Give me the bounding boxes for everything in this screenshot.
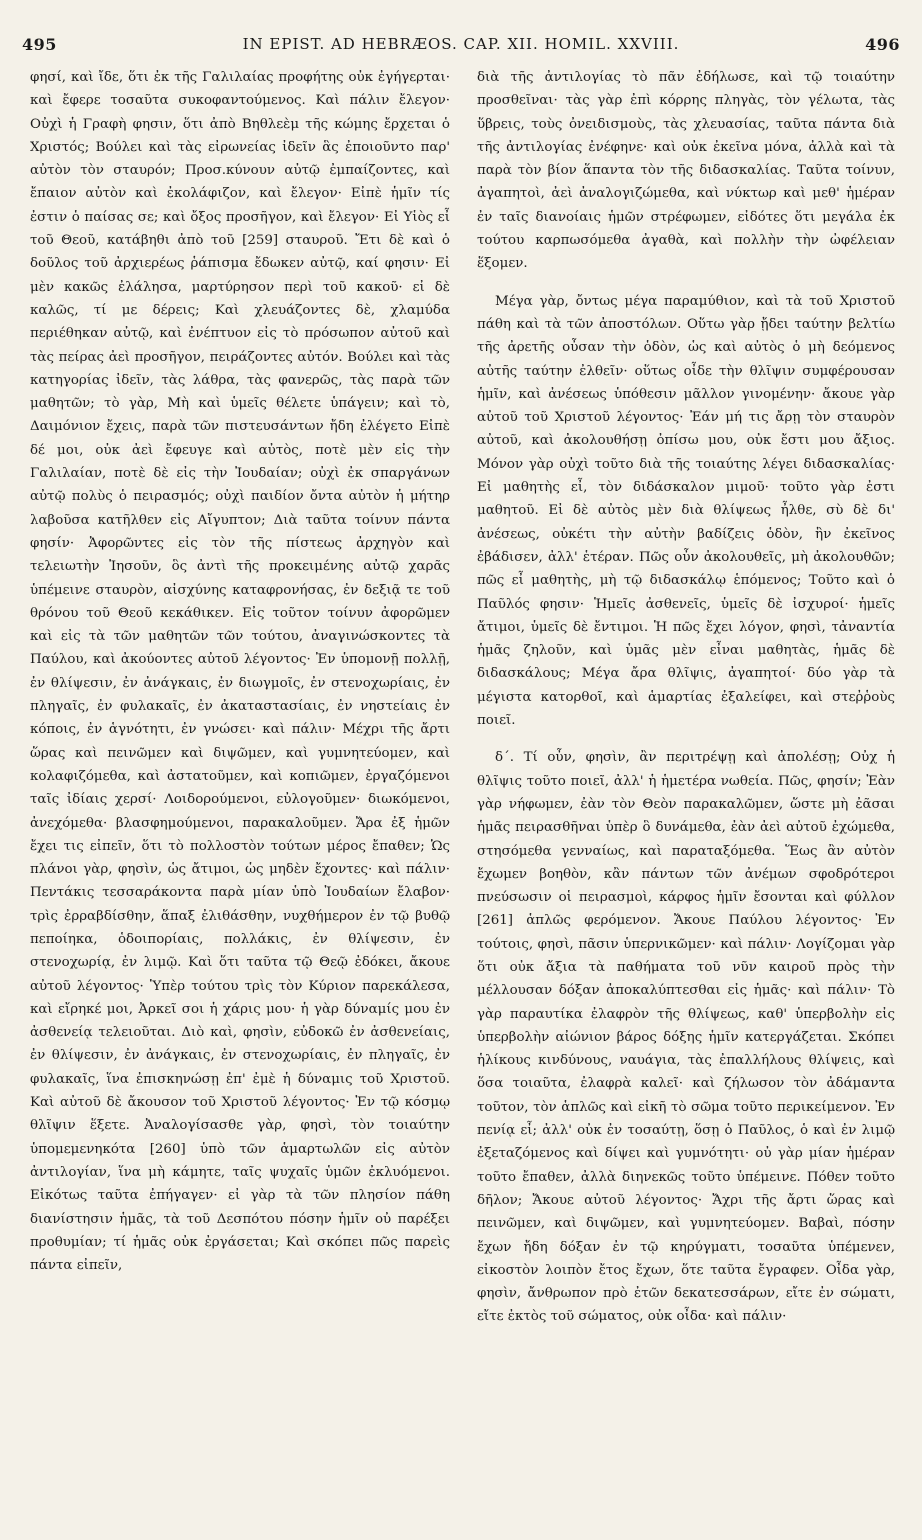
page-number-right: 496 [865,34,900,54]
right-column [477,66,895,1329]
right-paragraph-1: διὰ τῆς ἀντιλογίας τὸ πᾶν ἐδήλωσε, καὶ τῷ τοιαύτην προσθεῖναι· τὰς γὰρ ἐπὶ κόρρης πληγὰς, τὸν γέλωτα, τὰς ὕβρεις, τοὺς ὀνειδισμοὺς, τὰς χλευασίας, ταῦτα πάντα διὰ τῆς ἀντιλογίας ἐνέφηνε· καὶ οὐκ ἐκεῖνα μόνα, ἀλλὰ καὶ τὰ παρὰ τὸν βίον ἅπαντα τὸν τῆς διδασκαλίας. Ταῦτα τοίνυν, ἀγαπητοὶ, ἀεὶ ἀναλογιζώμεθα, καὶ νύκτωρ καὶ μεθ' ἡμέραν ἐν ταῖς διανοίαις ἡμῶν στρέφωμεν, εἰδότες ὅτι μεγάλα ἐκ τούτου καρπωσόμεθα ἀγαθὰ, καὶ πολλὴν τὴν ὠφέλειαν ἕξομεν. [477,70,895,272]
running-header [22,32,900,56]
left-paragraph-1: φησί, καὶ ἴδε, ὅτι ἐκ τῆς Γαλιλαίας προφήτης οὐκ ἐγήγερται· καὶ ἔφερε τοσαῦτα συκοφαντούμενος. Καὶ πάλιν ἔλεγον· Οὐχὶ ἡ Γραφὴ φησιν, ὅτι ἀπὸ Βηθλεὲμ τῆς κώμης ἔρχεται ὁ Χριστός; Βούλει καὶ τὰς εἰρωνείας ἰδεῖν ἃς ἐποιοῦντο παρ' αὐτὸν τὸν σταυρόν; Προσ.κύνουν αὐτῷ ἐμπαίζοντες, καὶ ἔπαιον αὐτὸν καὶ ἐκολάφιζον, καὶ ἔλεγον· Εἰπὲ ἡμῖν τίς ἐστιν ὁ παίσας σε; καὶ ὄξος προσῆγον, καὶ ἔλεγον· Εἰ Υἱὸς εἶ τοῦ Θεοῦ, κατάβηθι ἀπὸ τοῦ [259] σταυροῦ. Ἔτι δὲ καὶ ὁ δοῦλος τοῦ ἀρχιερέως ῥάπισμα ἔδωκεν αὐτῷ, καί φησιν· Εἰ μὲν κακῶς ἐλάλησα, μαρτύρησον περὶ τοῦ κακοῦ· εἰ δὲ καλῶς, τί με δέρεις; Καὶ χλευάζοντες δὲ, χλαμύδα περιέθηκαν αὐτῷ, καὶ ἐνέπτυον εἰς τὸ πρόσωπον αὐτοῦ καὶ τὰς πείρας ἀεὶ προσῆγον, πειράζοντες αὐτόν. Βούλει καὶ τὰς κατηγορίας ἰδεῖν, τὰς λάθρα, τὰς φανερῶς, τὰς παρὰ τῶν μαθητῶν; τὸ γὰρ, Μὴ καὶ ὑμεῖς θέλετε ὑπάγειν; καὶ τὸ, Δαιμόνιον ἔχεις, παρὰ τῶν πιστευσάντων ἤδη ἐλέγετο Εἰπὲ δέ μοι, οὐκ ἀεὶ ἔφευγε καὶ αὐτὸς, ποτὲ μὲν εἰς τὴν Γαλιλαίαν, ποτὲ δὲ εἰς τὴν Ἰουδαίαν; οὐχὶ ἐκ σπαργάνων αὐτῷ πολὺς ὁ πειρασμός; οὐχὶ παιδίον ὄντα αὐτὸν ἡ μήτηρ λαβοῦσα κατῆλθεν εἰς Αἴγυπτον; Διὰ ταῦτα τοίνυν πάντα φησίν· Ἀφορῶντες εἰς τὸν τῆς πίστεως ἀρχηγὸν καὶ τελειωτὴν Ἰησοῦν, ὃς ἀντὶ τῆς προκειμένης αὐτῷ χαρᾶς ὑπέμεινε σταυρὸν, αἰσχύνης καταφρονήσας, ἐν δεξιᾷ τε τοῦ θρόνου τοῦ Θεοῦ κεκάθικεν. Εἰς τοῦτον τοίνυν ἀφορῶμεν καὶ εἰς τὰ τῶν μαθητῶν τῶν τούτου, ἀναγινώσκοντες τὰ Παύλου, καὶ ἀκούοντες αὐτοῦ λέγοντος· Ἐν ὑπομονῇ πολλῇ, ἐν θλίψεσιν, ἐν ἀνάγκαις, ἐν διωγμοῖς, ἐν στενοχωρίαις, ἐν πληγαῖς, ἐν φυλακαῖς, ἐν ἀκαταστασίαις, ἐν νηστείαις ἐν κόποις, ἐν ἁγνότητι, ἐν γνώσει· καὶ πάλιν· Μέχρι τῆς ἄρτι ὥρας καὶ πεινῶμεν καὶ διψῶμεν, καὶ γυμνητεύομεν, καὶ κολαφιζόμεθα, καὶ ἀστατοῦμεν, καὶ κοπιῶμεν, ἐργαζόμενοι ταῖς ἰδίαις χερσί· Λοιδορούμενοι, εὐλογοῦμεν· διωκόμενοι, ἀνεχόμεθα· βλασφημούμενοι, παρακαλοῦμεν. Ἄρα ἐξ ἡμῶν ἔχει τις εἰπεῖν, ὅτι τὸ πολλοστὸν τούτων μέρος ἔπαθεν; Ὡς πλάνοι γὰρ, φησὶν, ὡς ἄτιμοι, ὡς μηδὲν ἔχοντες· καὶ πάλιν· Πεντάκις τεσσαράκοντα παρὰ μίαν ὑπὸ Ἰουδαίων ἔλαβον· τρὶς ἐρραβδίσθην, ἅπαξ ἐλιθάσθην, νυχθήμερον ἐν τῷ βυθῷ πεποίηκα, ὁδοιπορίαις, πολλάκις, ἐν θλίψεσιν, ἐν στενοχωρίᾳ, ἐν λιμῷ. Καὶ ὅτι ταῦτα τῷ Θεῷ ἐδόκει, ἄκουε αὐτοῦ λέγοντος· Ὑπὲρ τούτου τρὶς τὸν Κύριον παρεκάλεσα, καὶ εἴρηκέ μοι, Ἀρκεῖ σοι ἡ χάρις μου· ἡ γὰρ δύναμίς μου ἐν ἀσθενείᾳ τελειοῦται. Διὸ καὶ, φησὶν, εὐδοκῶ ἐν ἀσθενείαις, ἐν θλίψεσιν, ἐν ἀνάγκαις, ἐν στενοχωρίαις, ἐν πληγαῖς, ἐν φυλακαῖς, ἵνα ἐπισκηνώσῃ ἐπ' ἐμὲ ἡ δύναμις τοῦ Χριστοῦ. Καὶ αὐτοῦ δὲ ἄκουσον τοῦ Χριστοῦ λέγοντος· Ἐν τῷ κόσμῳ θλῖψιν ἕξετε. Ἀναλογίσασθε γὰρ, φησὶ, τὸν τοιαύτην ὑπομεμενηκότα [260] ὑπὸ τῶν ἁμαρτωλῶν εἰς αὐτὸν ἀντιλογίαν, ἵνα μὴ κάμητε, ταῖς ψυχαῖς ὑμῶν ἐκλυόμενοι. Εἰκότως ταῦτα ἐπήγαγεν· εἰ γὰρ τὰ τῶν πλησίον πάθη διανίστησιν ἡμᾶς, τὰ τοῦ Δεσπότου πόσην ἡμῖν οὐ παρέξει προθυμίαν; τί ἡμᾶς οὐκ ἐργάσεται; Καὶ σκόπει πῶς παρεὶς πάντα εἰπεῖν, [30,70,450,1274]
column-gutter [460,66,461,1506]
right-paragraph-3: δ´. Τί οὖν, φησὶν, ἂν περιτρέψῃ καὶ ἀπολέσῃ; Οὐχ ἡ θλῖψις τοῦτο ποιεῖ, ἀλλ' ἡ ἡμετέρα νωθεία. Πῶς, φησίν; Ἐὰν γὰρ νήφωμεν, ἐὰν τὸν Θεὸν παρακαλῶμεν, ὥστε μὴ ἐᾶσαι ἡμᾶς πειρασθῆναι ὑπὲρ ὃ δυνάμεθα, ἐὰν ἀεὶ αὐτοῦ ἐχώμεθα, στησόμεθα γενναίως, καὶ παραταξόμεθα. Ἕως ἂν αὐτὸν ἔχωμεν βοηθὸν, κἂν πάντων τῶν ἀνέμων σφοδρότεροι πνεύσωσιν οἱ πειρασμοὶ, κάρφος ἡμῖν ἔσονται καὶ φύλλον [261] ἁπλῶς φερόμενον. Ἄκουε Παύλου λέγοντος· Ἐν τούτοις, φησὶ, πᾶσιν ὑπερνικῶμεν· καὶ πάλιν· Λογίζομαι γὰρ ὅτι οὐκ ἄξια τὰ παθήματα τοῦ νῦν καιροῦ πρὸς τὴν μέλλουσαν δόξαν ἀποκαλύπτεσθαι εἰς ἡμᾶς· καὶ πάλιν· Τὸ γὰρ παραυτίκα ἐλαφρὸν τῆς θλίψεως, καθ' ὑπερβολὴν εἰς ὑπερβολὴν αἰώνιον βάρος δόξης ἡμῖν κατεργάζεται. Σκόπει ἡλίκους κινδύνους, ναυάγια, τὰς ἐπαλλήλους θλίψεις, καὶ ὅσα τοιαῦτα, ἐλαφρὰ καλεῖ· καὶ ζήλωσον τὸν ἀδάμαντα τοῦτον, τὸν ἁπλῶς καὶ εἰκῆ τὸ σῶμα τοῦτο περικείμενον. Ἐν πενίᾳ εἶ; ἀλλ' οὐκ ἐν τοσαύτῃ, ὅσῃ ὁ Παῦλος, ὁ καὶ ἐν λιμῷ ἐξεταζόμενος καὶ δίψει καὶ γυμνότητι· οὐ γὰρ μίαν ἡμέραν τοῦτο ἔπαθεν, ἀλλὰ διηνεκῶς τοῦτο ὑπέμεινε. Πόθεν τοῦτο δῆλον; Ἄκουε αὐτοῦ λέγοντος· Ἄχρι τῆς ἄρτι ὥρας καὶ πεινῶμεν, καὶ διψῶμεν, καὶ γυμνητεύομεν. Βαβαὶ, πόσην ἔχων ἤδη δόξαν ἐν τῷ κηρύγματι, τοσαῦτα ὑπέμενεν, εἰκοστὸν λοιπὸν ἔτος ἔχων, ὅτε ταῦτα ἔγραφεν. Οἶδα γὰρ, φησὶν, ἄνθρωπον πρὸ ἐτῶν δεκατεσσάρων, εἴτε ἐν σώματι, εἴτε ἐκτὸς τοῦ σώματος, οὐκ οἶδα· καὶ πάλιν· [477,750,895,1325]
running-title: IN EPIST. AD HEBRÆOS. CAP. XII. HOMIL. XXVIII. [242,35,680,53]
left-column [30,66,450,1277]
page-number-left: 495 [22,34,57,54]
right-paragraph-2: Μέγα γὰρ, ὄντως μέγα παραμύθιον, καὶ τὰ τοῦ Χριστοῦ πάθη καὶ τὰ τῶν ἀποστόλων. Οὕτω γὰρ ᾔδει ταύτην βελτίω τῆς ἀρετῆς οὖσαν τὴν ὁδὸν, ὡς καὶ αὐτὸς ὁ μὴ δεόμενος αὐτῆς ταύτην ἐλθεῖν· οὕτως οἶδε τὴν θλῖψιν συμφέρουσαν ἡμῖν, καὶ ἀνέσεως ὑπόθεσιν μᾶλλον γινομένην· ἄκουε γὰρ αὐτοῦ τοῦ Χριστοῦ λέγοντος· Ἐάν μή τις ἄρῃ τὸν σταυρὸν αὐτοῦ, καὶ ἀκολουθήσῃ ὀπίσω μου, οὐκ ἔστι μου ἄξιος. Μόνον γὰρ οὐχὶ τοῦτο διὰ τῆς τοιαύτης λέγει διδασκαλίας· Εἰ μαθητὴς εἶ, τὸν διδάσκαλον μιμοῦ· τοῦτο γὰρ ἐστι μαθητοῦ. Εἰ δὲ αὐτὸς μὲν διὰ θλίψεως ἦλθε, σὺ δὲ δι' ἀνέσεως, οὐκέτι τὴν αὐτὴν βαδίζεις ὁδὸν, ἣν ἐκεῖνος ἐβάδισεν, ἀλλ' ἑτέραν. Πῶς οὖν ἀκολουθεῖς, μὴ ἀκολουθῶν; πῶς εἶ μαθητὴς, μὴ τῷ διδασκάλῳ ἑπόμενος; Τοῦτο καὶ ὁ Παῦλός φησιν· Ἡμεῖς ἀσθενεῖς, ὑμεῖς δὲ ἰσχυροί· ἡμεῖς ἄτιμοι, ὑμεῖς δὲ ἔντιμοι. Ἡ πῶς ἔχει λόγον, φησὶ, τἀναντία ἡμᾶς ζηλοῦν, καὶ ὑμᾶς μὲν εἶναι μαθητὰς, ἡμᾶς δὲ διδασκάλους; Μέγα ἄρα θλῖψις, ἀγαπητοί· δύο γὰρ τὰ μέγιστα κατορθοῖ, καὶ ἁμαρτίας ἐξαλείφει, καὶ στεῤῥοὺς ποιεῖ. [477,293,895,729]
